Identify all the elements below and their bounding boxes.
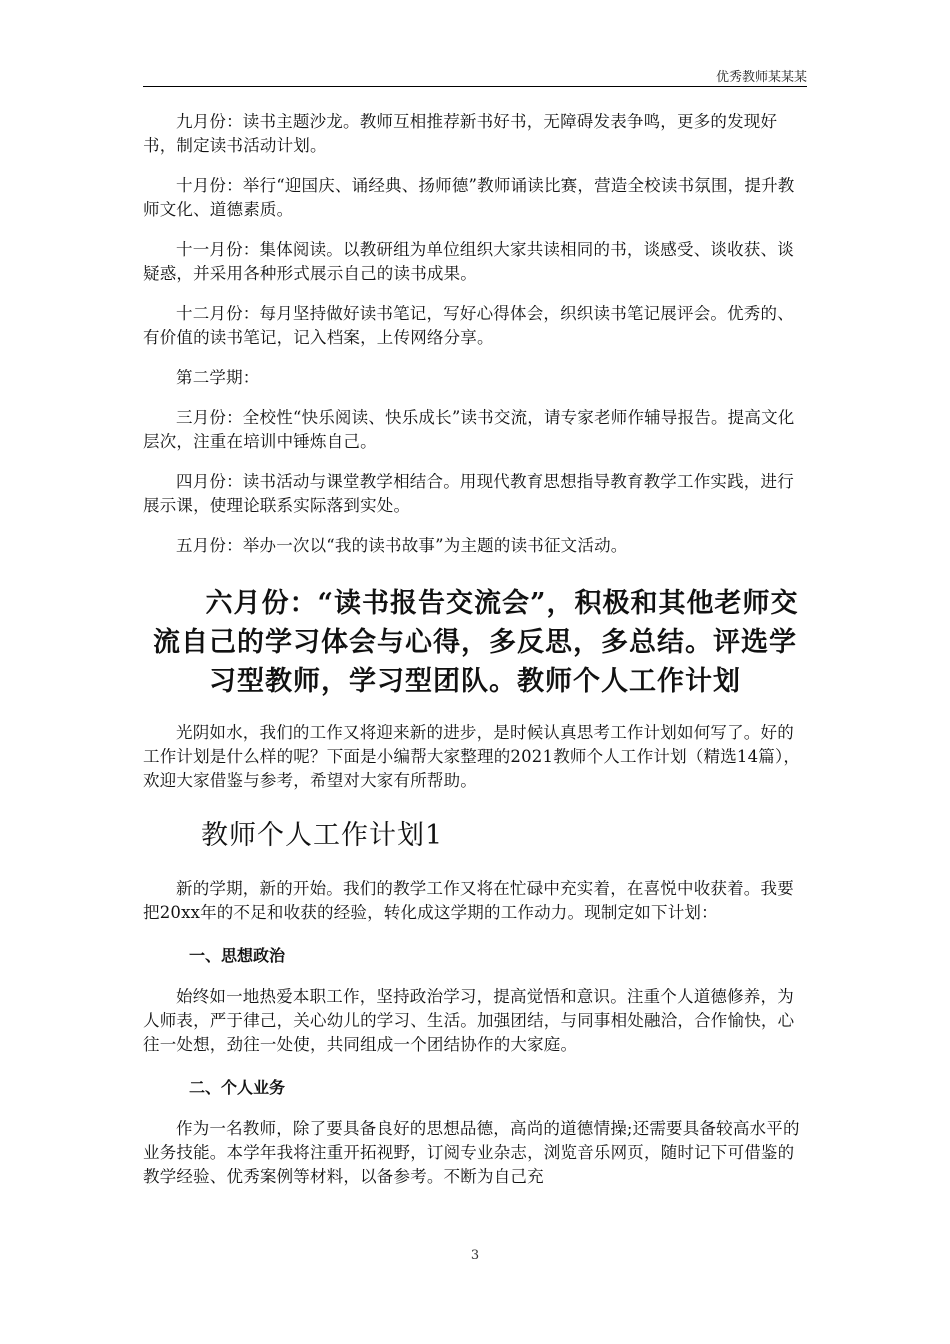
opening-paragraph: 新的学期，新的开始。我们的教学工作又将在忙碌中充实着，在喜悦中收获着。我要把20xx年的不足和收获的经验，转化成这学期的工作动力。现制定如下计划：	[143, 879, 794, 922]
paragraph-november: 十一月份：集体阅读。以教研组为单位组织大家共读相同的书，谈感受、谈收获、谈疑惑，并采用各种形式展示自己的读书成果。	[143, 240, 794, 283]
section-1-text: 始终如一地热爱本职工作，坚持政治学习，提高觉悟和意识。注重个人道德修养，为人师表，严于律己，关心幼儿的学习、生活。加强团结，与同事相处融洽，合作愉快，心往一处想，劲往一处使，共同组成一个团结协作的大家庭。	[143, 987, 795, 1054]
section-2-title: 二、个人业务	[189, 1078, 286, 1097]
paragraph-second-semester: 第二学期：	[176, 368, 260, 387]
section-2-text: 作为一名教师，除了要具备良好的思想品德，高尚的道德情操;还需要具备较高水平的业务技能。本学年我将注重开拓视野，订阅专业杂志，浏览音乐网页，随时记下可借鉴的教学经验、优秀案例等材料，以备参考。不断为自己充	[143, 1119, 800, 1186]
paragraph-may: 五月份：举办一次以“我的读书故事”为主题的读书征文活动。	[176, 536, 628, 555]
header-rule	[143, 86, 807, 87]
section-1-title: 一、思想政治	[189, 946, 286, 965]
june-heading: 六月份：“读书报告交流会”，积极和其他老师交流自己的学习体会与心得，多反思，多总结。评选学习型教师，学习型团队。教师个人工作计划	[153, 588, 799, 697]
intro-paragraph: 光阴如水，我们的工作又将迎来新的进步，是时候认真思考工作计划如何写了。好的工作计划是什么样的呢？下面是小编帮大家整理的2021教师个人工作计划（精选14篇），欢迎大家借鉴与参考，希望对大家有所帮助。	[143, 723, 801, 790]
paragraph-april: 四月份：读书活动与课堂教学相结合。用现代教育思想指导教育教学工作实践，进行展示课，使理论联系实际落到实处。	[143, 472, 794, 515]
paragraph-september: 九月份：读书主题沙龙。教师互相推荐新书好书，无障碍发表争鸣，更多的发现好书，制定读书活动计划。	[143, 112, 778, 155]
document-body	[143, 110, 807, 1205]
plan-1-heading: 教师个人工作计划1	[201, 820, 444, 851]
paragraph-october: 十月份：举行“迎国庆、诵经典、扬师德”教师诵读比赛，营造全校读书氛围，提升教师文化、道德素质。	[143, 176, 795, 219]
header-title: 优秀教师某某某	[715, 70, 807, 85]
page-number: 3	[470, 1248, 480, 1263]
paragraph-december: 十二月份：每月坚持做好读书笔记，写好心得体会，织织读书笔记展评会。优秀的、有价值的读书笔记，记入档案，上传网络分享。	[143, 304, 794, 347]
paragraph-march: 三月份：全校性“快乐阅读、快乐成长”读书交流，请专家老师作辅导报告。提高文化层次，注重在培训中锤炼自己。	[143, 408, 795, 451]
